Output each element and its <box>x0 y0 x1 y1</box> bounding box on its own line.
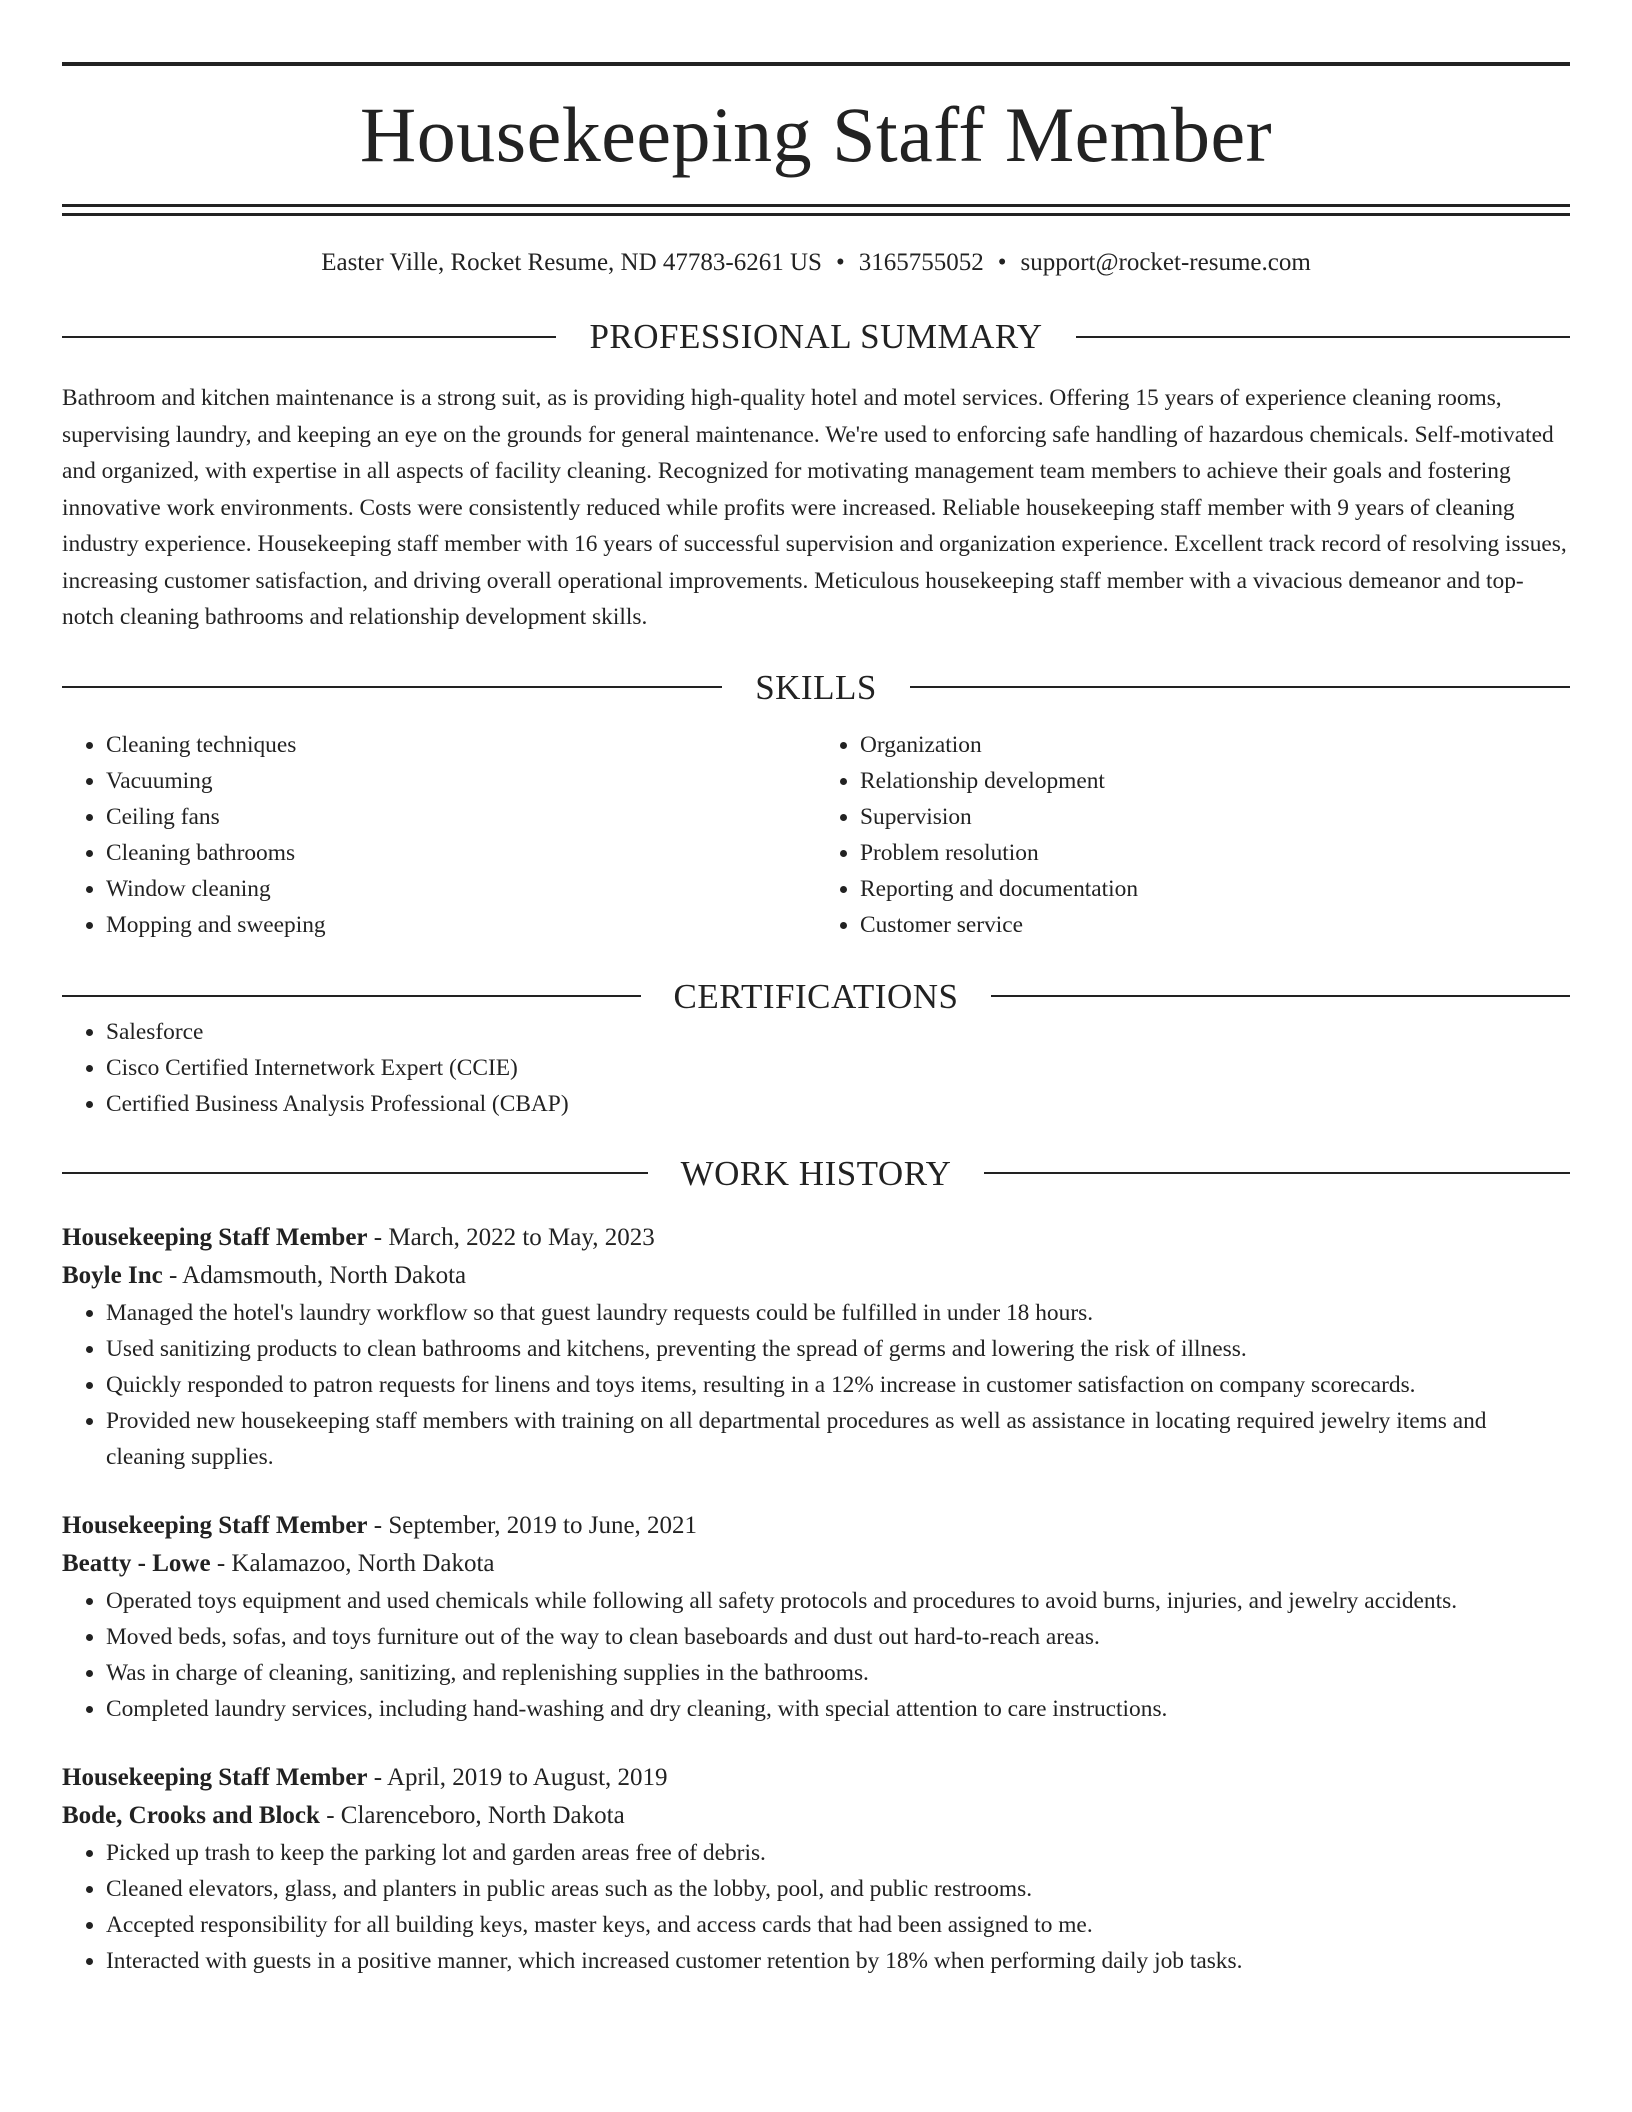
certifications-list <box>62 1014 1570 1122</box>
list-item: • Customer service <box>860 907 1570 943</box>
job-entry <box>62 1759 1570 1979</box>
section-title-certifications: CERTIFICATIONS <box>673 976 959 1016</box>
contact-separator: • <box>997 249 1007 276</box>
contact-email: support@rocket-resume.com <box>1020 249 1311 276</box>
divider-line <box>62 336 556 338</box>
contact-line <box>62 250 1570 275</box>
job-entry <box>62 1507 1570 1727</box>
list-item: • Interacted with guests in a positive manner, which increased customer retention by 18% when performing daily job tasks. <box>106 1943 1570 1979</box>
list-item: • Completed laundry services, including hand-washing and dry cleaning, with special attention to care instructions. <box>106 1691 1570 1727</box>
list-item: • Salesforce <box>106 1014 1570 1050</box>
job-location: - Adamsmouth, North Dakota <box>162 1261 467 1289</box>
divider-line <box>910 686 1570 688</box>
resume-title: Housekeeping Staff Member <box>359 91 1273 178</box>
divider-line <box>62 686 722 688</box>
job-company-line <box>62 1797 1570 1835</box>
job-dates: - April, 2019 to August, 2019 <box>367 1763 668 1791</box>
job-dates: - March, 2022 to May, 2023 <box>367 1223 655 1251</box>
list-item: • Certified Business Analysis Professional (CBAP) <box>106 1086 1570 1122</box>
work-history-list <box>62 1219 1570 1979</box>
list-item: • Moved beds, sofas, and toys furniture out of the way to clean baseboards and dust out hard-to-reach areas. <box>106 1619 1570 1655</box>
list-item: • Cleaning bathrooms <box>106 835 816 871</box>
title-double-rule <box>62 204 1570 216</box>
section-header-work-history <box>62 1153 1570 1193</box>
job-entry <box>62 1219 1570 1475</box>
summary-paragraph: Bathroom and kitchen maintenance is a strong suit, as is providing high-quality hotel and motel services. Offering 15 years of experience cleaning rooms, supervising laundry, and keeping an eye on the grounds for general maintenance. We're used to enforcing safe handling of hazardous chemicals. Self-motivated and organized, with expertise in all aspects of facility cleaning. Recognized for motivating management team members to achieve their goals and fostering innovative work environments. Costs were consistently reduced while profits were increased. Reliable housekeeping staff member with 9 years of cleaning industry experience. Housekeeping staff member with 16 years of successful supervision and organization experience. Excellent track record of resolving issues, increasing customer satisfaction, and driving overall operational improvements. Meticulous housekeeping staff member with a vivacious demeanor and top-notch cleaning bathrooms and relationship development skills. <box>62 385 1567 630</box>
section-title-summary: PROFESSIONAL SUMMARY <box>589 317 1043 356</box>
job-title: Housekeeping Staff Member <box>62 1223 368 1251</box>
job-company-line <box>62 1257 1570 1295</box>
skills-list-right <box>816 727 1570 943</box>
contact-phone: 3165755052 <box>858 249 984 276</box>
list-item: • Vacuuming <box>106 763 816 799</box>
list-item: • Relationship development <box>860 763 1570 799</box>
list-item: • Ceiling fans <box>106 799 816 835</box>
section-header-certifications <box>62 976 1570 1016</box>
section-title-work-history: WORK HISTORY <box>680 1153 952 1193</box>
section-title-skills: SKILLS <box>755 667 877 707</box>
job-bullets <box>62 1295 1570 1475</box>
job-bullets <box>62 1583 1570 1727</box>
job-company: Beatty - Lowe <box>62 1549 211 1577</box>
list-item: • Managed the hotel's laundry workflow so that guest laundry requests could be fulfilled in under 18 hours. <box>106 1295 1570 1331</box>
job-company-line <box>62 1545 1570 1583</box>
list-item: • Problem resolution <box>860 835 1570 871</box>
job-title: Housekeeping Staff Member <box>62 1511 368 1539</box>
job-dates: - September, 2019 to June, 2021 <box>367 1511 698 1539</box>
list-item: • Cleaned elevators, glass, and planters in public areas such as the lobby, pool, and public restrooms. <box>106 1871 1570 1907</box>
list-item: • Organization <box>860 727 1570 763</box>
divider-line <box>991 995 1570 997</box>
job-location: - Kalamazoo, North Dakota <box>210 1549 495 1577</box>
divider-line <box>1076 336 1570 338</box>
job-title-line <box>62 1759 1570 1797</box>
job-title-line <box>62 1507 1570 1545</box>
job-company: Boyle Inc <box>62 1261 163 1289</box>
job-title: Housekeeping Staff Member <box>62 1763 368 1791</box>
section-header-summary <box>62 319 1570 354</box>
contact-address: Easter Ville, Rocket Resume, ND 47783-6261 US <box>321 249 822 276</box>
list-item: • Operated toys equipment and used chemicals while following all safety protocols and procedures to avoid burns, injuries, and jewelry accidents. <box>106 1583 1570 1619</box>
list-item: • Mopping and sweeping <box>106 907 816 943</box>
list-item: • Was in charge of cleaning, sanitizing, and replenishing supplies in the bathrooms. <box>106 1655 1570 1691</box>
divider-line <box>62 1172 648 1174</box>
section-header-skills <box>62 667 1570 707</box>
job-location: - Clarenceboro, North Dakota <box>319 1801 625 1829</box>
job-bullets <box>62 1835 1570 1979</box>
list-item: • Provided new housekeeping staff members with training on all departmental procedures as well as assistance in locating required jewelry items and cleaning supplies. <box>106 1403 1570 1475</box>
divider-line <box>984 1172 1570 1174</box>
list-item: • Accepted responsibility for all building keys, master keys, and access cards that had been assigned to me. <box>106 1907 1570 1943</box>
skills-list-left <box>62 727 816 943</box>
list-item: • Cleaning techniques <box>106 727 816 763</box>
skills-columns <box>62 727 1570 943</box>
list-item: • Reporting and documentation <box>860 871 1570 907</box>
list-item: • Supervision <box>860 799 1570 835</box>
list-item: • Picked up trash to keep the parking lot and garden areas free of debris. <box>106 1835 1570 1871</box>
list-item: • Used sanitizing products to clean bathrooms and kitchens, preventing the spread of germs and lowering the risk of illness. <box>106 1331 1570 1367</box>
job-company: Bode, Crooks and Block <box>62 1801 320 1829</box>
divider-line <box>62 995 641 997</box>
job-title-line <box>62 1219 1570 1257</box>
contact-separator: • <box>835 249 845 276</box>
list-item: • Window cleaning <box>106 871 816 907</box>
list-item: • Cisco Certified Internetwork Expert (CCIE) <box>106 1050 1570 1086</box>
top-rule <box>62 62 1570 66</box>
list-item: • Quickly responded to patron requests for linens and toys items, resulting in a 12% increase in customer satisfaction on company scorecards. <box>106 1367 1570 1403</box>
